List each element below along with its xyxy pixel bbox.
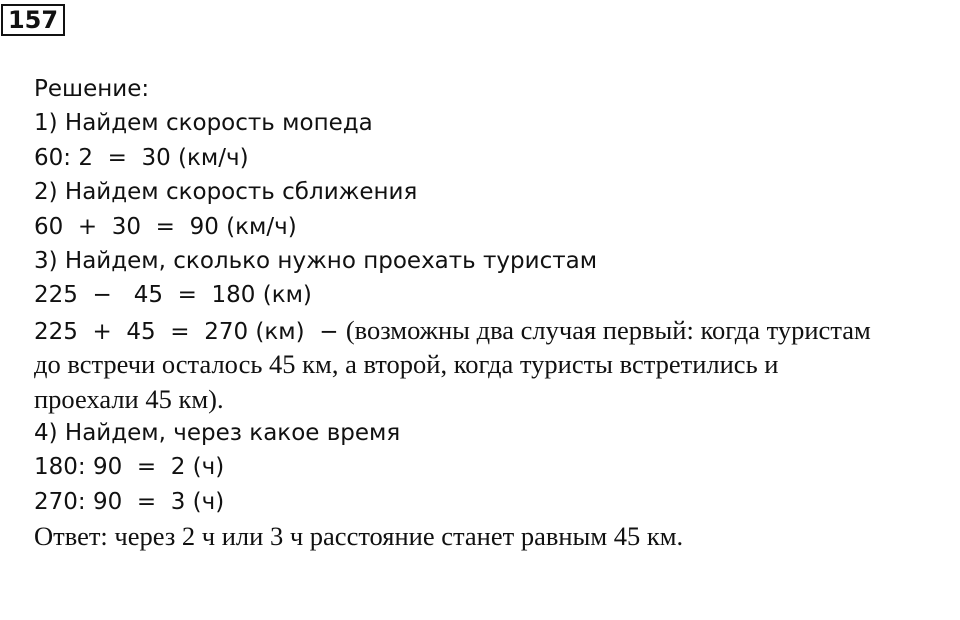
step-3-calculation-1: 225 − 45 = 180 (км) [34, 282, 312, 309]
step-3-note-line-1: (возможны два случая первый: когда туристам [345, 314, 871, 345]
step-3-note-line-2: до встречи осталось 45 км, а второй, когда туристы встретились и [34, 349, 779, 380]
step-4-title: 4) Найдем, через какое время [34, 419, 401, 446]
task-number-badge: 157 [1, 4, 65, 36]
step-4-calculation-1: 180: 90 = 2 (ч) [34, 454, 225, 481]
step-3-note-line-3: проехали 45 км). [34, 383, 224, 414]
step-2-title: 2) Найдем скорость сближения [34, 179, 418, 206]
step-1-calculation: 60: 2 = 30 (км/ч) [34, 144, 249, 171]
step-3-title: 3) Найдем, сколько нужно проехать туристам [34, 247, 598, 274]
step-3-calculation-2-math: 225 + 45 = 270 (км) − [34, 318, 346, 345]
solution-heading: Решение: [34, 76, 150, 102]
step-2-calculation: 60 + 30 = 90 (км/ч) [34, 213, 297, 240]
step-1-title: 1) Найдем скорость мопеда [34, 110, 373, 137]
step-3-calculation-2 [34, 313, 954, 347]
solution-text [34, 72, 954, 553]
step-4-calculation-2: 270: 90 = 3 (ч) [34, 488, 225, 515]
answer-line: Ответ: через 2 ч или 3 ч расстояние станет равным 45 км. [34, 521, 684, 552]
